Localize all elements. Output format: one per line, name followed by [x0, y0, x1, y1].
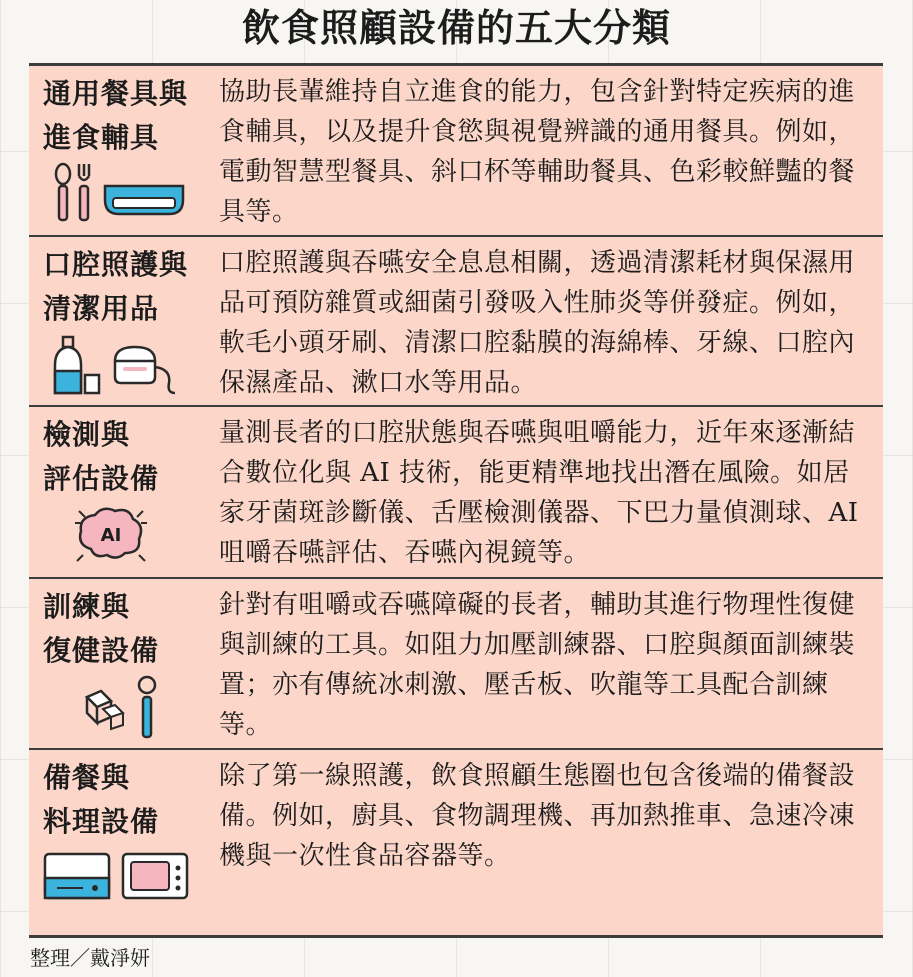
credit-line: 整理／戴淨妍	[30, 946, 150, 970]
category-icons	[81, 675, 171, 741]
category-name: 訓練與 復健設備	[43, 590, 160, 667]
category-description: 量測長者的口腔狀態與吞嚥與咀嚼能力，近年來逐漸結合數位化與 AI 技術，能更精準地找出潛在風險。如居家牙菌斑診斷儀、舌壓檢測儀器、下巴力量偵測球、AI 咀嚼吞嚥評估、吞嚥內視鏡等。	[219, 418, 859, 568]
bowl-icon	[105, 186, 183, 214]
category-description: 針對有咀嚼或吞嚥障礙的長者，輔助其進行物理性復健與訓練的工具。如阻力加壓訓練器、口腔與顏面訓練裝置；亦有傳統冰刺激、壓舌板、吹龍等工具配合訓練等。	[219, 590, 856, 740]
category-description: 口腔照護與吞嚥安全息息相關，透過清潔耗材與保濕用品可預防雜質或細菌引發吸入性肺炎等併發症。例如，軟毛小頭牙刷、清潔口腔黏膜的海綿棒、牙線、口腔內保濕產品、漱口水等用品。	[219, 248, 856, 398]
fork-icon	[79, 164, 89, 220]
dental-floss-icon	[115, 347, 175, 393]
category-row-utensils	[29, 66, 883, 235]
category-name: 備餐與 料理設備	[43, 761, 160, 838]
category-icons	[43, 850, 203, 910]
ai-brain-icon	[75, 509, 147, 561]
mouthwash-bottle-icon	[55, 337, 81, 393]
category-name: 檢測與 評估設備	[43, 418, 160, 495]
category-icons	[53, 335, 203, 395]
category-row-oral-care	[29, 235, 883, 407]
category-description: 協助長輩維持自立進食的能力，包含針對特定疾病的進食輔具，以及提升食慾與視覺辨識的通用餐具。例如，電動智慧型餐具、斜口杯等輔助餐具、色彩較鮮豔的餐具等。	[219, 77, 856, 227]
category-table	[29, 63, 883, 938]
category-icons	[71, 503, 151, 567]
cup-icon	[85, 375, 99, 393]
spoon-icon	[56, 164, 70, 220]
category-name: 口腔照護與 清潔用品	[43, 248, 189, 325]
toaster-oven-icon	[45, 854, 109, 898]
category-row-meal-prep	[29, 748, 883, 937]
svg-text:AI: AI	[100, 525, 122, 546]
category-description: 除了第一線照護，飲食照顧生態圈也包含後端的備餐設備。例如，廚具、食物調理機、再加熱推車、急速冷凍機與一次性食品容器等。	[219, 761, 856, 871]
microwave-icon	[123, 854, 187, 898]
category-row-assessment	[29, 405, 883, 579]
tongue-depressor-icon	[139, 677, 155, 737]
category-name: 通用餐具與 進食輔具	[43, 77, 189, 154]
category-row-rehab	[29, 577, 883, 750]
page-title: 飲食照顧設備的五大分類	[241, 5, 671, 50]
category-icons	[53, 162, 203, 222]
ice-cubes-icon	[87, 691, 123, 729]
